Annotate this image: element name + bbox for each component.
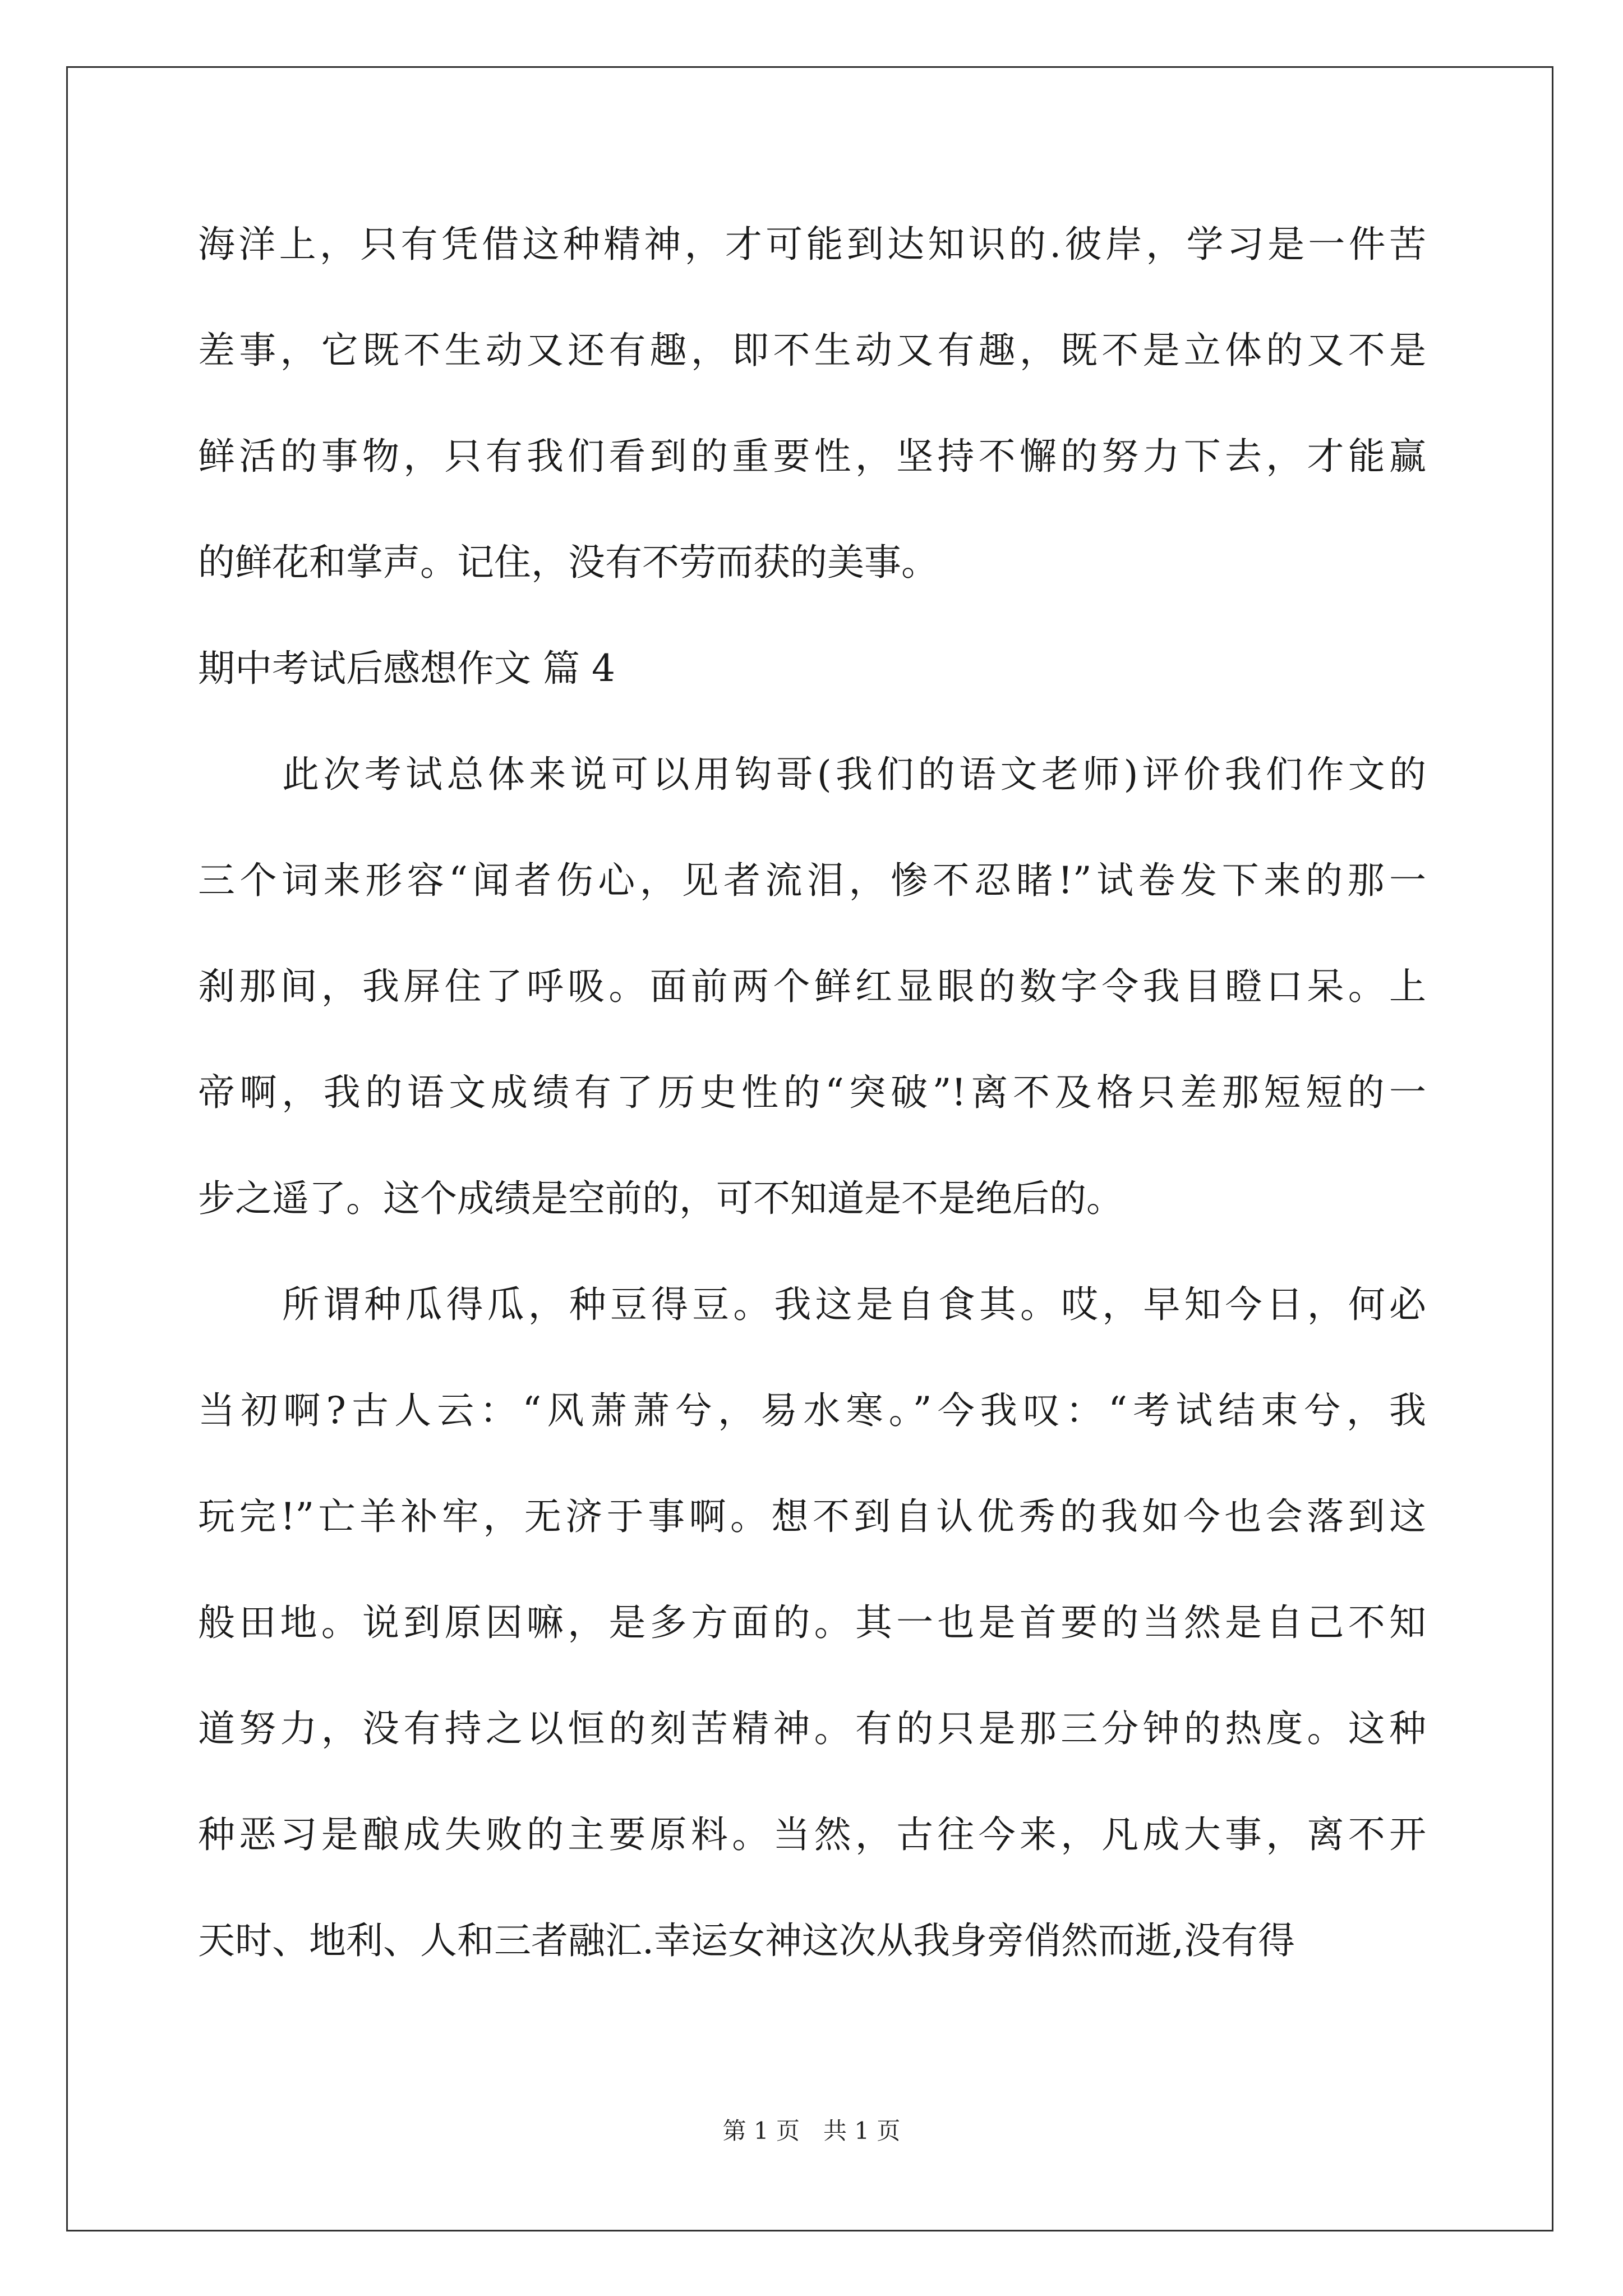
document-body: [198, 218, 1426, 2020]
line-text: 此次考试总体来说可以用钩哥(我们的语文老师)评价我们作文的: [282, 753, 1426, 796]
heading-text: 期中考试后感想作文 篇 4: [198, 647, 615, 690]
paragraph-line: [198, 1278, 1426, 1332]
line-text: 种恶习是酿成失败的主要原料。当然，古往今来，凡成大事，离不开: [198, 1813, 1426, 1856]
line-text: 道努力，没有持之以恒的刻苦精神。有的只是那三分钟的热度。这种: [198, 1707, 1426, 1750]
line-text: 步之遥了。这个成绩是空前的，可不知道是不是绝后的。: [198, 1177, 1123, 1220]
paragraph-line: [198, 1914, 1426, 1968]
line-text: 差事，它既不生动又还有趣，即不生动又有趣，既不是立体的又不是: [198, 329, 1426, 372]
line-text: 的鲜花和掌声。记住，没有不劳而获的美事。: [198, 541, 938, 584]
line-text: 三个词来形容“闻者伤心，见者流泪，惨不忍睹!”试卷发下来的那一: [198, 859, 1426, 902]
line-text: 鲜活的事物，只有我们看到的重要性，坚持不懈的努力下去，才能赢: [198, 435, 1426, 478]
paragraph-line: [198, 430, 1426, 484]
paragraph-line: [198, 324, 1426, 378]
line-text: 帝啊，我的语文成绩有了历史性的“突破”!离不及格只差那短短的一: [198, 1071, 1426, 1114]
line-text: 当初啊?古人云：“风萧萧兮，易水寒。”今我叹：“考试结束兮，我: [198, 1389, 1426, 1432]
paragraph-line: [198, 536, 1426, 590]
line-text: 海洋上，只有凭借这种精神，才可能到达知识的.彼岸，学习是一件苦: [198, 223, 1426, 266]
line-text: 所谓种瓜得瓜，种豆得豆。我这是自食其。哎，早知今日，何必: [282, 1283, 1426, 1326]
paragraph-line: [198, 1172, 1426, 1226]
paragraph-line: [198, 1808, 1426, 1862]
paragraph-line: [198, 960, 1426, 1014]
paragraph-line: [198, 1596, 1426, 1650]
line-text: 刹那间，我屏住了呼吸。面前两个鲜红显眼的数字令我目瞪口呆。上: [198, 965, 1426, 1008]
page-footer: [0, 2113, 1623, 2146]
paragraph-line: [198, 854, 1426, 908]
section-heading: [198, 642, 1426, 696]
paragraph-line: [198, 748, 1426, 802]
line-text: 般田地。说到原因嘛，是多方面的。其一也是首要的当然是自己不知: [198, 1601, 1426, 1644]
paragraph-line: [198, 1384, 1426, 1438]
paragraph-line: [198, 218, 1426, 272]
paragraph-line: [198, 1702, 1426, 1756]
line-text: 玩完!”亡羊补牢，无济于事啊。想不到自认优秀的我如今也会落到这: [198, 1495, 1426, 1538]
line-text: 天时、地利、人和三者融汇.幸运女神这次从我身旁俏然而逝,没有得: [198, 1919, 1295, 1962]
paragraph-line: [198, 1066, 1426, 1120]
page-number: 第 1 页 共 1 页: [722, 2117, 901, 2145]
paragraph-line: [198, 1490, 1426, 1544]
